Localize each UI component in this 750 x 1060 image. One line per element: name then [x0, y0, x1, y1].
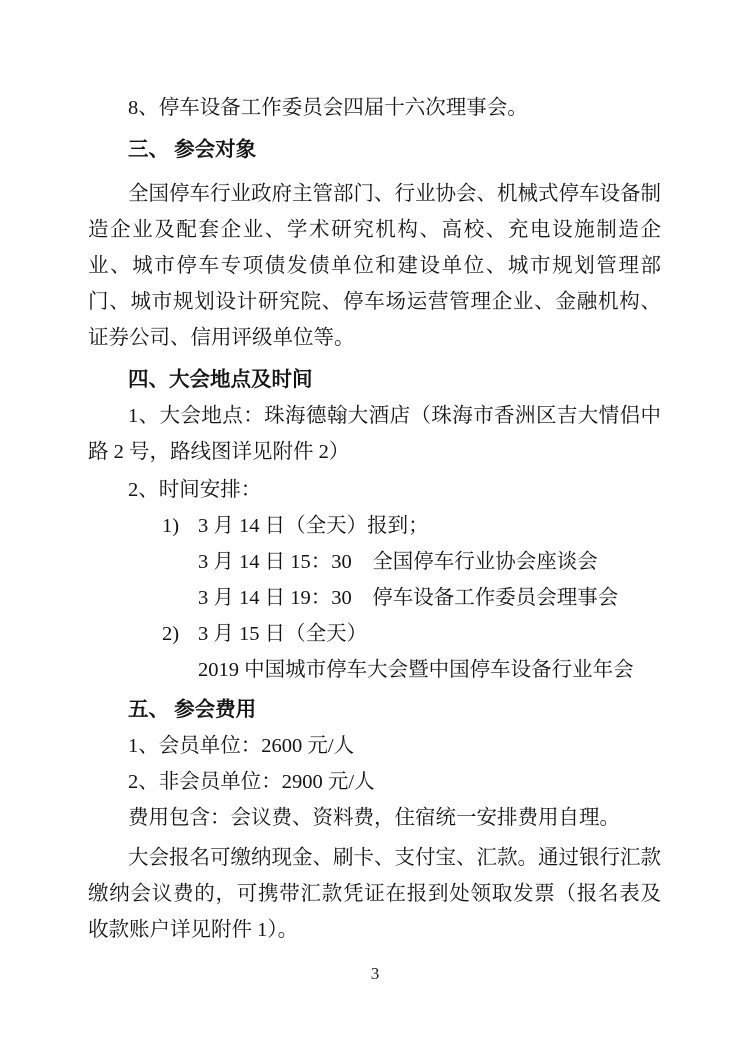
fee-nonmember-line: 2、非会员单位：2900 元/人: [128, 771, 375, 793]
schedule-label: 2、时间安排：: [128, 479, 262, 501]
schedule-item-1: [88, 508, 661, 616]
fee-member-line: 1、会员单位：2600 元/人: [128, 735, 355, 757]
schedule-item-2-number: 2): [162, 623, 180, 645]
schedule-line: 3 月 14 日（全天）报到；: [198, 515, 429, 537]
section3-heading: 三、 参会对象: [128, 139, 257, 161]
schedule-line: 3 月 15 日（全天）: [198, 623, 368, 645]
schedule-line: 3 月 14 日 19：30 停车设备工作委员会理事会: [198, 587, 619, 609]
schedule-item-2: [88, 616, 661, 688]
schedule-item-1-number: 1): [162, 515, 180, 537]
section4-heading: 四、大会地点及时间: [128, 369, 313, 391]
section5-heading: 五、 参会费用: [128, 699, 257, 721]
venue-paragraph: 1、大会地点：珠海德翰大酒店（珠海市香洲区吉大情侣中路 2 号，路线图详见附件 2）: [88, 405, 661, 463]
payment-paragraph: 大会报名可缴纳现金、刷卡、支付宝、汇款。通过银行汇款缴纳会议费的，可携带汇款凭证在报到处领取发票（报名表及收款账户详见附件 1）。: [88, 847, 661, 941]
section3-body: 全国停车行业政府主管部门、行业协会、机械式停车设备制造企业及配套企业、学术研究机构、高校、充电设施制造企业、城市停车专项债发债单位和建设单位、城市规划管理部门、城市规划设计研究院、停车场运营管理企业、金融机构、证券公司、信用评级单位等。: [88, 183, 661, 349]
schedule-line: 3 月 14 日 15：30 全国停车行业协会座谈会: [198, 551, 598, 573]
list-item-8: 8、停车设备工作委员会四届十六次理事会。: [128, 97, 528, 119]
fee-note-line: 费用包含：会议费、资料费，住宿统一安排费用自理。: [128, 807, 620, 829]
page-number: 3: [370, 964, 380, 983]
schedule-line: 2019 中国城市停车大会暨中国停车设备行业年会: [198, 659, 634, 681]
